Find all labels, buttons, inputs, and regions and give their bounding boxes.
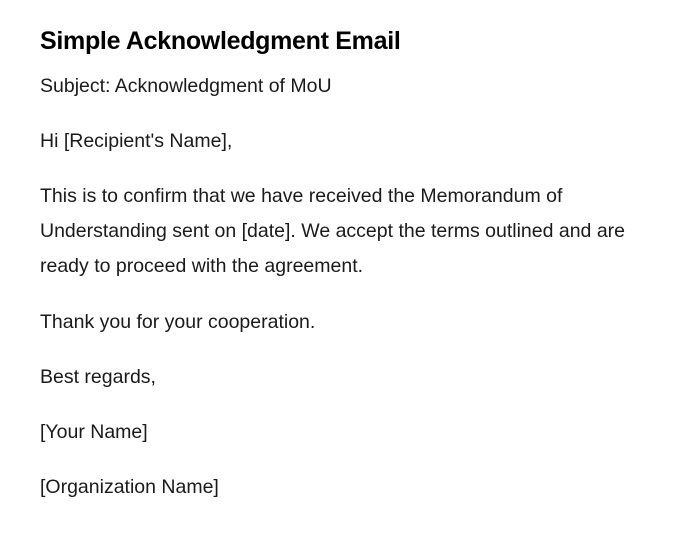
organization-name: [Organization Name] <box>40 476 219 498</box>
email-thanks: Thank you for your cooperation. <box>40 311 316 333</box>
email-closing: Best regards, <box>40 366 156 388</box>
document-title: Simple Acknowledgment Email <box>40 27 401 55</box>
sender-name: [Your Name] <box>40 421 148 443</box>
email-greeting: Hi [Recipient's Name], <box>40 130 233 152</box>
email-document <box>40 24 660 505</box>
email-body: This is to confirm that we have received the Memorandum of Understanding sent on [date]. We accept the terms outlined and are ready to proceed with the agreement. <box>40 185 625 277</box>
email-subject: Subject: Acknowledgment of MoU <box>40 75 332 97</box>
